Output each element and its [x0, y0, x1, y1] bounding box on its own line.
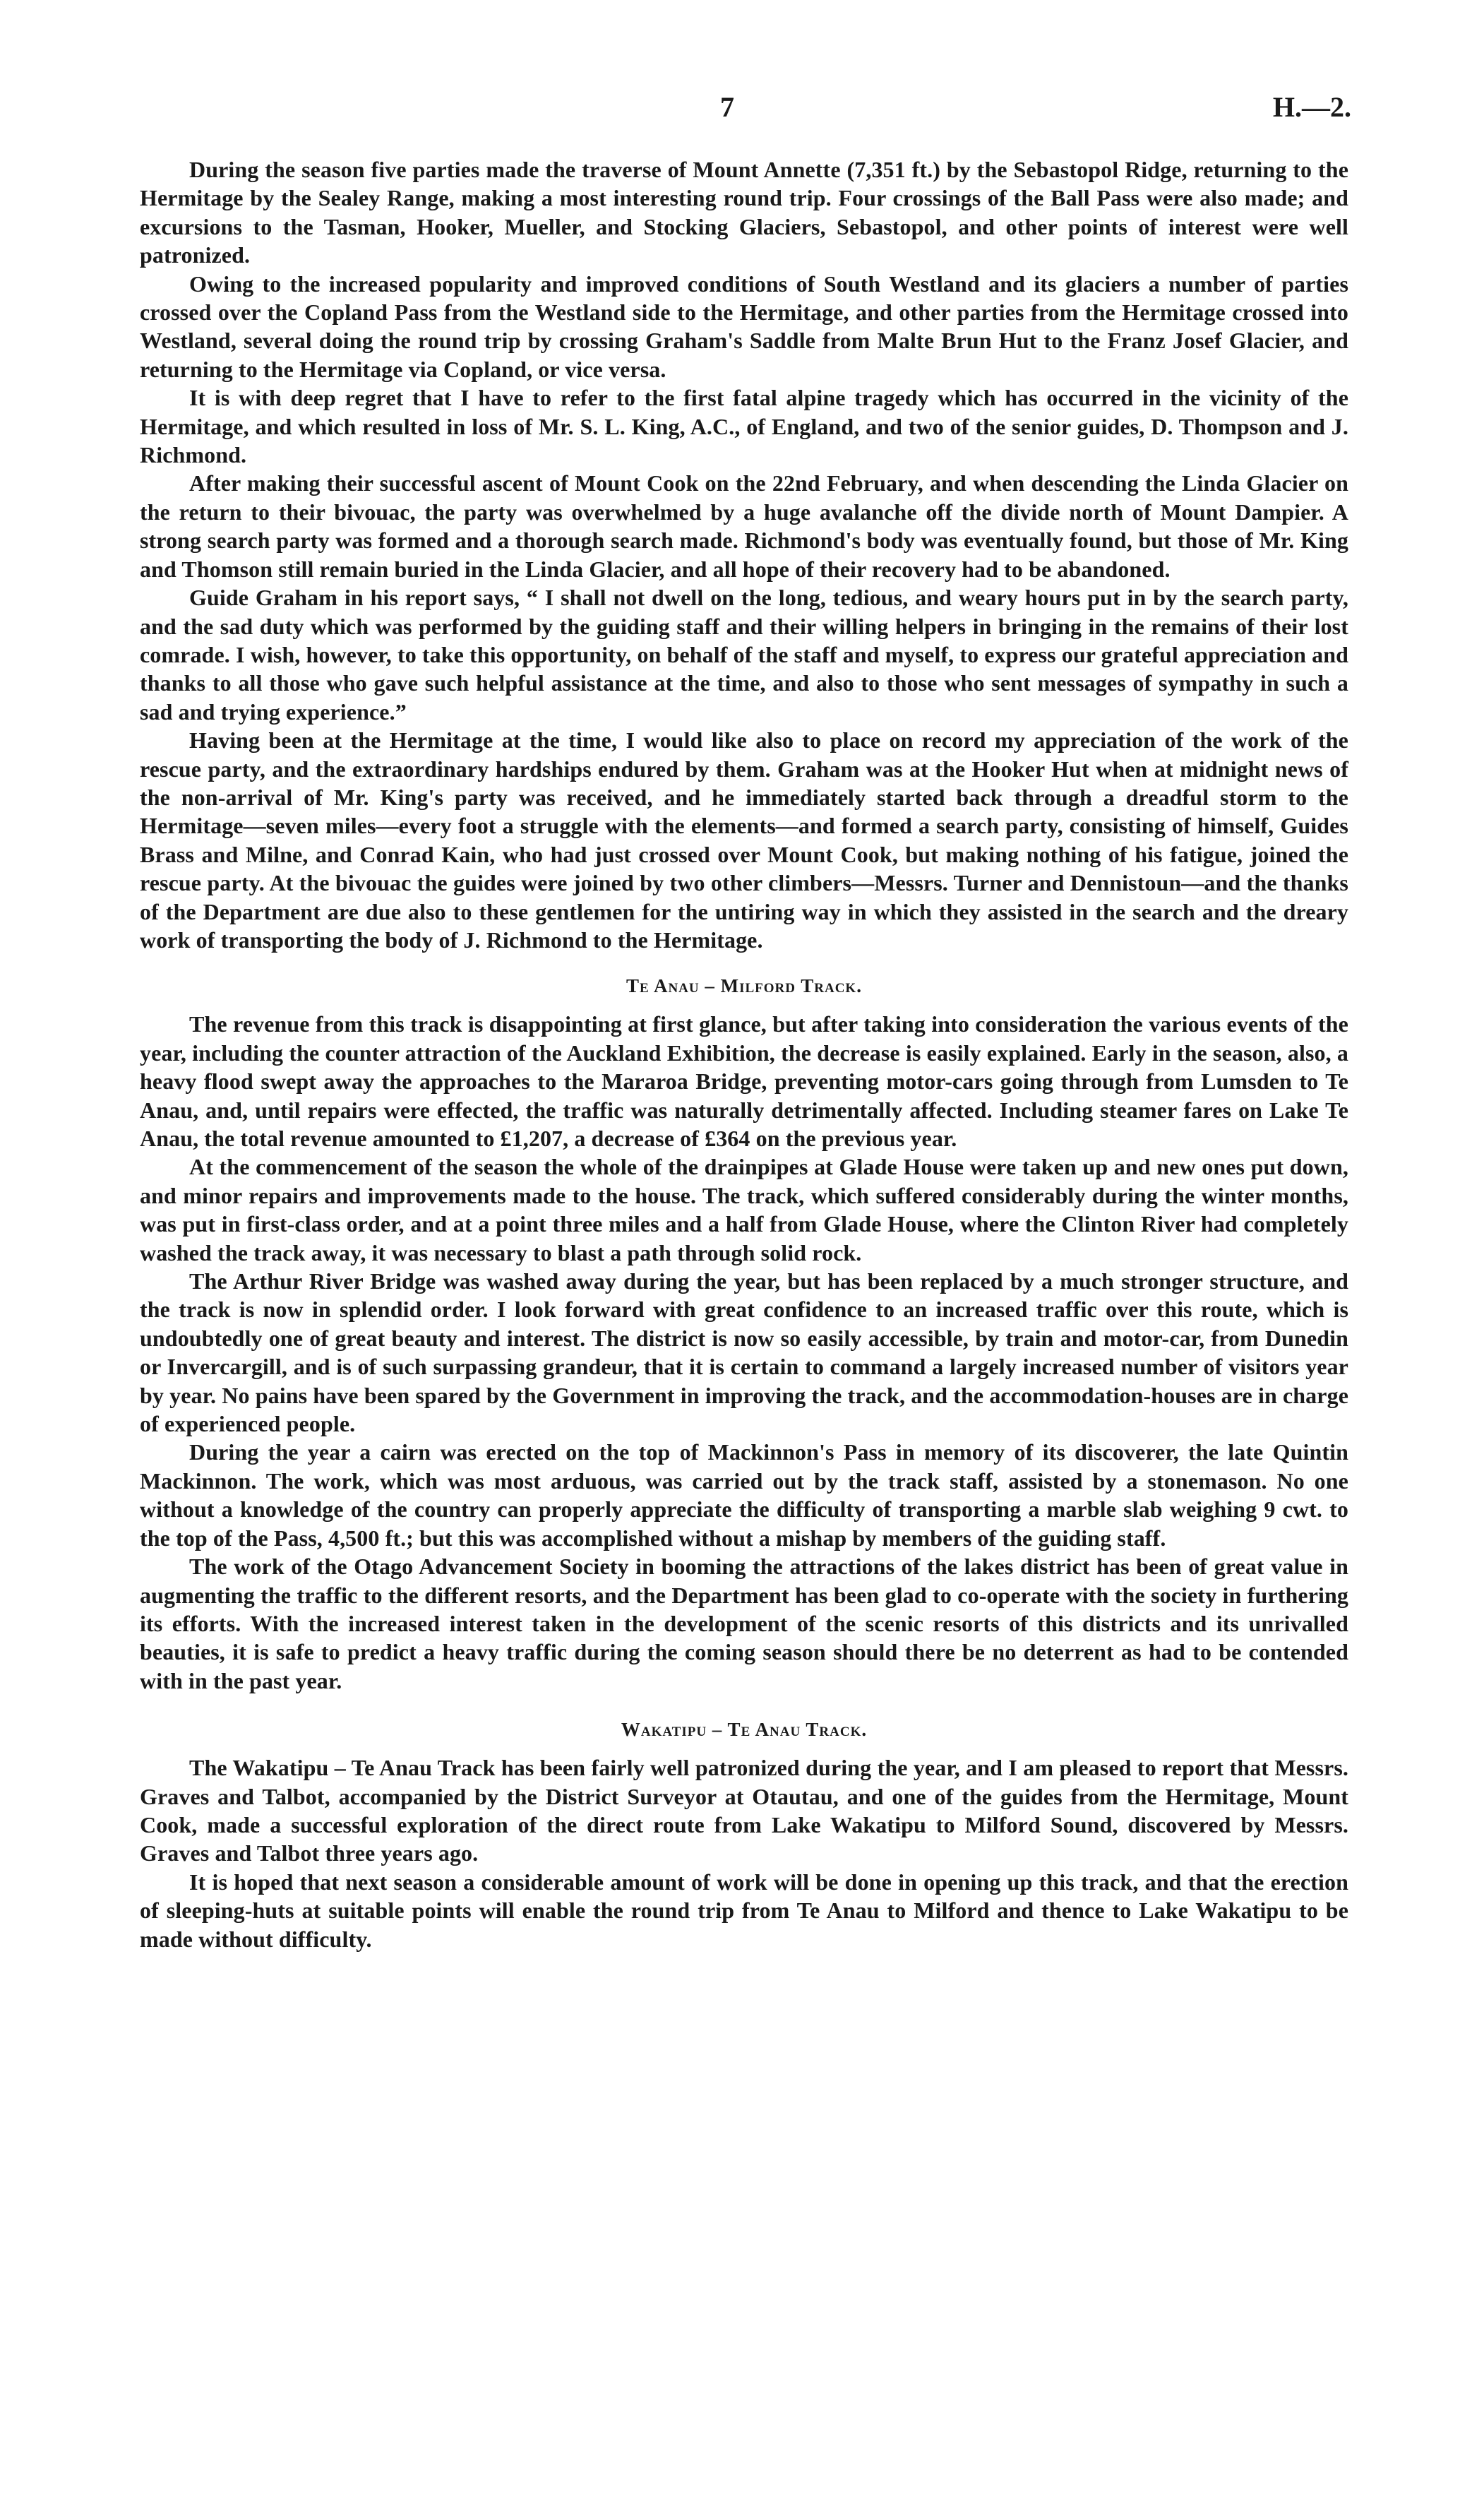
paragraph: The revenue from this track is disappointing at first glance, but after taking into consideration the various events of the year, including the counter attraction of the Auckland Exhibition, the decrease is easily explained. Early in the season, also, a heavy flood swept away the approaches to the Mararoa Bridge, preventing motor-cars going through from Lumsden to Te Anau, and, until repairs were effected, the traffic was naturally detrimentally affected. Including steamer fares on Lake Te Anau, the total revenue amounted to £1,207, a decrease of £364 on the previous year.	[140, 1011, 1348, 1151]
paragraph: It is with deep regret that I have to refer to the first fatal alpine tragedy which has occurred in the vicinity of the Hermitage, and which resulted in loss of Mr. S. L. King, A.C., of England, and two of the senior guides, D. Thompson and J. Richmond.	[140, 385, 1348, 468]
section-heading-te-anau-milford: Te Anau – Milford Track.	[626, 975, 862, 997]
paragraph: It is hoped that next season a considerable amount of work will be done in opening up this track, and that the erection of sleeping-huts at suitable points will enable the round trip from Te Anau to Milford and thence to Lake Wakatipu to be made without difficulty.	[140, 1869, 1348, 1952]
paragraph: The work of the Otago Advancement Society in booming the attractions of the lakes district has been of great value in augmenting the traffic to the different resorts, and the Department has been glad to co-operate with the society in furthering its efforts. With the increased interest taken in the development of the scenic resorts of this districts and its unrivalled beauties, it is safe to predict a heavy traffic during the coming season should there be no deterrent as had to be contended with in the past year.	[140, 1554, 1348, 1693]
body-text	[140, 155, 1348, 1953]
paragraph: At the commencement of the season the whole of the drainpipes at Glade House were taken up and new ones put down, and minor repairs and improvements made to the house. The track, which suffered considerably during the winter months, was put in first-class order, and at a point three miles and a half from Glade House, where the Clinton River had completely washed the track away, it was necessary to blast a path through solid rock.	[140, 1154, 1348, 1265]
page-number: 7	[720, 91, 734, 123]
page-header	[0, 90, 1484, 133]
document-reference: H.—2.	[1272, 91, 1351, 123]
paragraph: During the season five parties made the traverse of Mount Annette (7,351 ft.) by the Sebastopol Ridge, returning to the Hermitage by the Sealey Range, making a most interesting round trip. Four crossings of the Ball Pass were also made; and excursions to the Tasman, Hooker, Mueller, and Stocking Glaciers, Sebastopol, and other points of interest were well patronized.	[140, 157, 1348, 268]
paragraph: After making their successful ascent of Mount Cook on the 22nd February, and when descending the Linda Glacier on the return to their bivouac, the party was overwhelmed by a huge avalanche off the divide north of Mount Dampier. A strong search party was formed and a thorough search made. Richmond's body was eventually found, but those of Mr. King and Thomson still remain buried in the Linda Glacier, and all hope of their recovery had to be abandoned.	[140, 470, 1348, 582]
paragraph: During the year a cairn was erected on the top of Mackinnon's Pass in memory of its discoverer, the late Quintin Mackinnon. The work, which was most arduous, was carried out by the track staff, assisted by a stonemason. No one without a knowledge of the country can properly appreciate the difficulty of transporting a marble slab weighing 9 cwt. to the top of the Pass, 4,500 ft.; but this was accomplished without a mishap by members of the guiding staff.	[140, 1439, 1348, 1551]
paragraph: The Arthur River Bridge was washed away during the year, but has been replaced by a much stronger structure, and the track is now in splendid order. I look forward with great confidence to an increased traffic over this route, which is undoubtedly one of great beauty and interest. The district is now so easily accessible, by train and motor-car, from Dunedin or Invercargill, and is of such surpassing grandeur, that it is certain to command a largely increased number of visitors year by year. No pains have been spared by the Government in improving the track, and the accommodation-houses are in charge of experienced people.	[140, 1268, 1348, 1437]
paragraph: Guide Graham in his report says, “ I shall not dwell on the long, tedious, and weary hours put in by the search party, and the sad duty which was performed by the guiding staff and their willing helpers in bringing in the remains of their lost comrade. I wish, however, to take this opportunity, on behalf of the staff and myself, to express our grateful appreciation and thanks to all those who gave such helpful assistance at the time, and also to those who sent messages of sympathy in such a sad and trying experience.”	[140, 585, 1348, 725]
paragraph: The Wakatipu – Te Anau Track has been fairly well patronized during the year, and I am pleased to report that Messrs. Graves and Talbot, accompanied by the District Surveyor at Otautau, and one of the guides from the Hermitage, Mount Cook, made a successful exploration of the direct route from Lake Wakatipu to Milford Sound, discovered by Messrs. Graves and Talbot three years ago.	[140, 1755, 1348, 1866]
section-heading-wakatipu-te-anau: Wakatipu – Te Anau Track.	[621, 1719, 868, 1741]
paragraph: Owing to the increased popularity and improved conditions of South Westland and its glaciers a number of parties crossed over the Copland Pass from the Westland side to the Hermitage, and other parties from the Hermitage crossed into Westland, several doing the round trip by crossing Graham's Saddle from Malte Brun Hut to the Franz Josef Glacier, and returning to the Hermitage via Copland, or vice versa.	[140, 270, 1348, 382]
paragraph: Having been at the Hermitage at the time, I would like also to place on record my appreciation of the work of the rescue party, and the extraordinary hardships endured by them. Graham was at the Hooker Hut when at midnight news of the non-arrival of Mr. King's party was received, and he immediately started back through a dreadful storm to the Hermitage—seven miles—every foot a struggle with the elements—and formed a search party, consisting of himself, Guides Brass and Milne, and Conrad Kain, who had just crossed over Mount Cook, but making nothing of his fatigue, joined the rescue party. At the bivouac the guides were joined by two other climbers—Messrs. Turner and Dennistoun—and the thanks of the Department are due also to these gentlemen for the untiring way in which they assisted in the search and the dreary work of transporting the body of J. Richmond to the Hermitage.	[140, 727, 1348, 953]
